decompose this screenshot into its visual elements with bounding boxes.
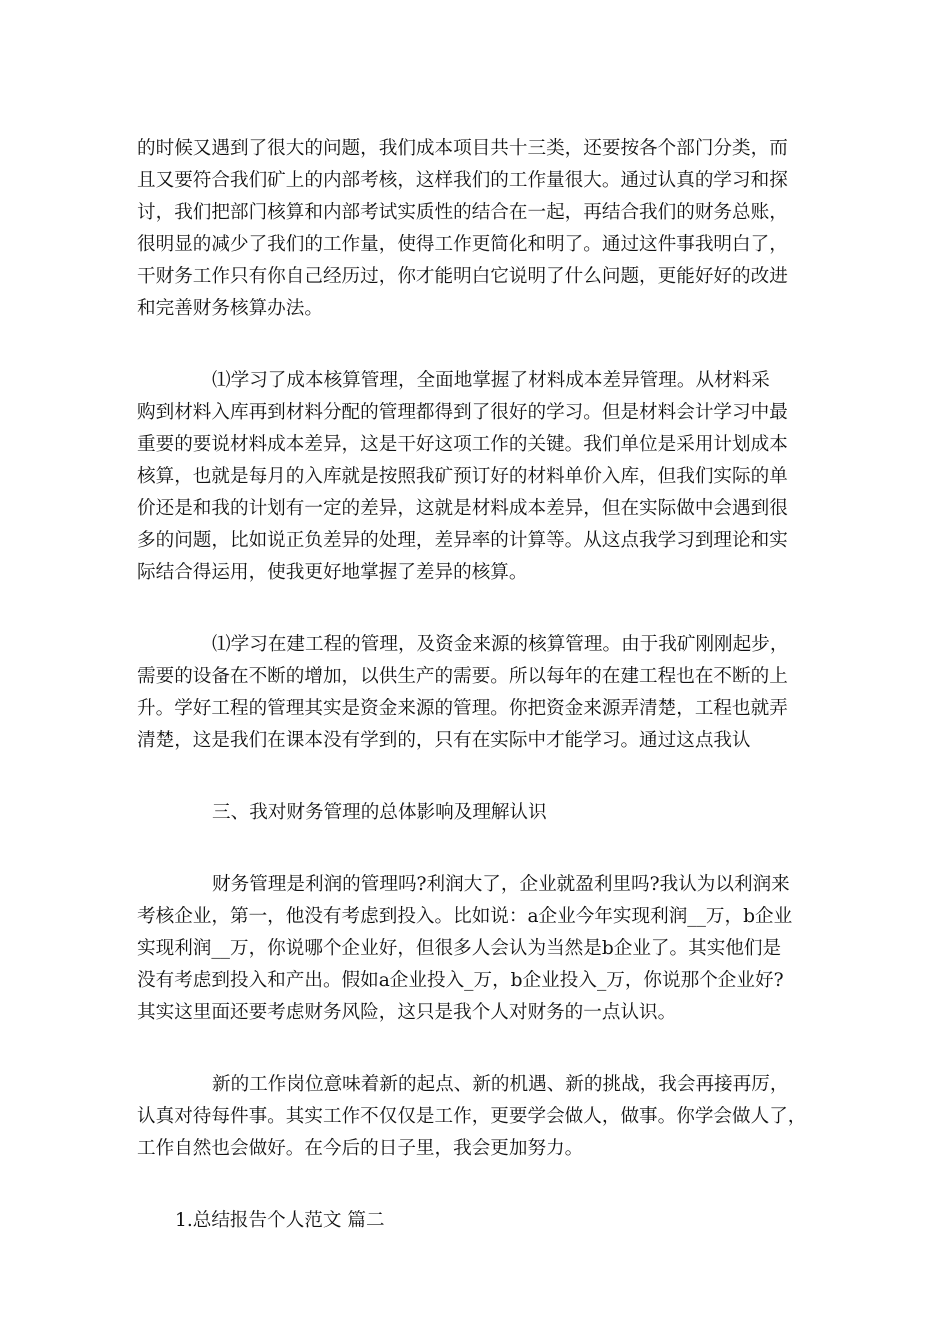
text-line: 价还是和我的计划有一定的差异，这就是材料成本差异，但在实际做中会遇到很 <box>137 498 788 519</box>
text-line: 没有考虑到投入和产出。假如a企业投入_万，b企业投入_万，你说那个企业好? <box>137 970 784 991</box>
text-line: ⑴学习在建工程的管理，及资金来源的核算管理。由于我矿刚刚起步， <box>212 634 789 655</box>
text-line: 工作自然也会做好。在今后的日子里，我会更加努力。 <box>137 1138 584 1159</box>
text-line: 财务管理是利润的管理吗?利润大了，企业就盈利里吗?我认为以利润来 <box>212 874 790 895</box>
text-line: 新的工作岗位意味着新的起点、新的机遇、新的挑战，我会再接再厉， <box>212 1074 789 1095</box>
document-page <box>137 133 817 1237</box>
paragraph-gap <box>137 1029 817 1069</box>
paragraph-5 <box>137 1069 817 1165</box>
paragraph-gap <box>137 589 817 629</box>
paragraph-2 <box>137 365 817 589</box>
text-line: 际结合得运用，使我更好地掌握了差异的核算。 <box>137 562 528 583</box>
text-line: 购到材料入库再到材料分配的管理都得到了很好的学习。但是材料会计学习中最 <box>137 402 788 423</box>
paragraph-gap <box>137 1165 817 1205</box>
text-line: 其实这里面还要考虑财务风险，这只是我个人对财务的一点认识。 <box>137 1002 677 1023</box>
paragraph-1 <box>137 133 817 325</box>
text-line: 多的问题，比如说正负差异的处理，差异率的计算等。从这点我学习到理论和实 <box>137 530 788 551</box>
text-line: 考核企业，第一，他没有考虑到投入。比如说：a企业今年实现利润__万，b企业 <box>137 906 793 927</box>
text-line: 和完善财务核算办法。 <box>137 298 323 319</box>
text-line: 实现利润__万，你说哪个企业好，但很多人会认为当然是b企业了。其实他们是 <box>137 938 782 959</box>
text-line: 清楚，这是我们在课本没有学到的，只有在实际中才能学习。通过这点我认 <box>137 730 751 751</box>
paragraph-3 <box>137 629 817 757</box>
text-line: 讨，我们把部门核算和内部考试实质性的结合在一起，再结合我们的财务总账， <box>137 202 788 223</box>
text-line: 认真对待每件事。其实工作不仅仅是工作，更要学会做人，做事。你学会做人了， <box>137 1106 807 1127</box>
text-line: 重要的要说材料成本差异，这是干好这项工作的关键。我们单位是采用计划成本 <box>137 434 788 455</box>
text-line: 且又要符合我们矿上的内部考核，这样我们的工作量很大。通过认真的学习和探 <box>137 170 788 191</box>
paragraph-gap <box>137 829 817 869</box>
paragraph-gap <box>137 325 817 365</box>
paragraph-gap <box>137 757 817 797</box>
text-line: 很明显的减少了我们的工作量，使得工作更简化和明了。通过这件事我明白了， <box>137 234 788 255</box>
section-heading: 三、我对财务管理的总体影响及理解认识 <box>212 802 547 823</box>
text-line: 需要的设备在不断的增加，以供生产的需要。所以每年的在建工程也在不断的上 <box>137 666 788 687</box>
text-line: 干财务工作只有你自己经历过，你才能明白它说明了什么问题，更能好好的改进 <box>137 266 788 287</box>
text-line: ⑴学习了成本核算管理，全面地掌握了材料成本差异管理。从材料采 <box>212 370 770 391</box>
text-line: 升。学好工程的管理其实是资金来源的管理。你把资金来源弄清楚，工程也就弄 <box>137 698 788 719</box>
text-line: 的时候又遇到了很大的问题，我们成本项目共十三类，还要按各个部门分类，而 <box>137 138 788 159</box>
text-line: 核算，也就是每月的入库就是按照我矿预订好的材料单价入库，但我们实际的单 <box>137 466 788 487</box>
sub-heading: 1.总结报告个人范文 篇二 <box>175 1210 385 1231</box>
paragraph-4 <box>137 869 817 1029</box>
